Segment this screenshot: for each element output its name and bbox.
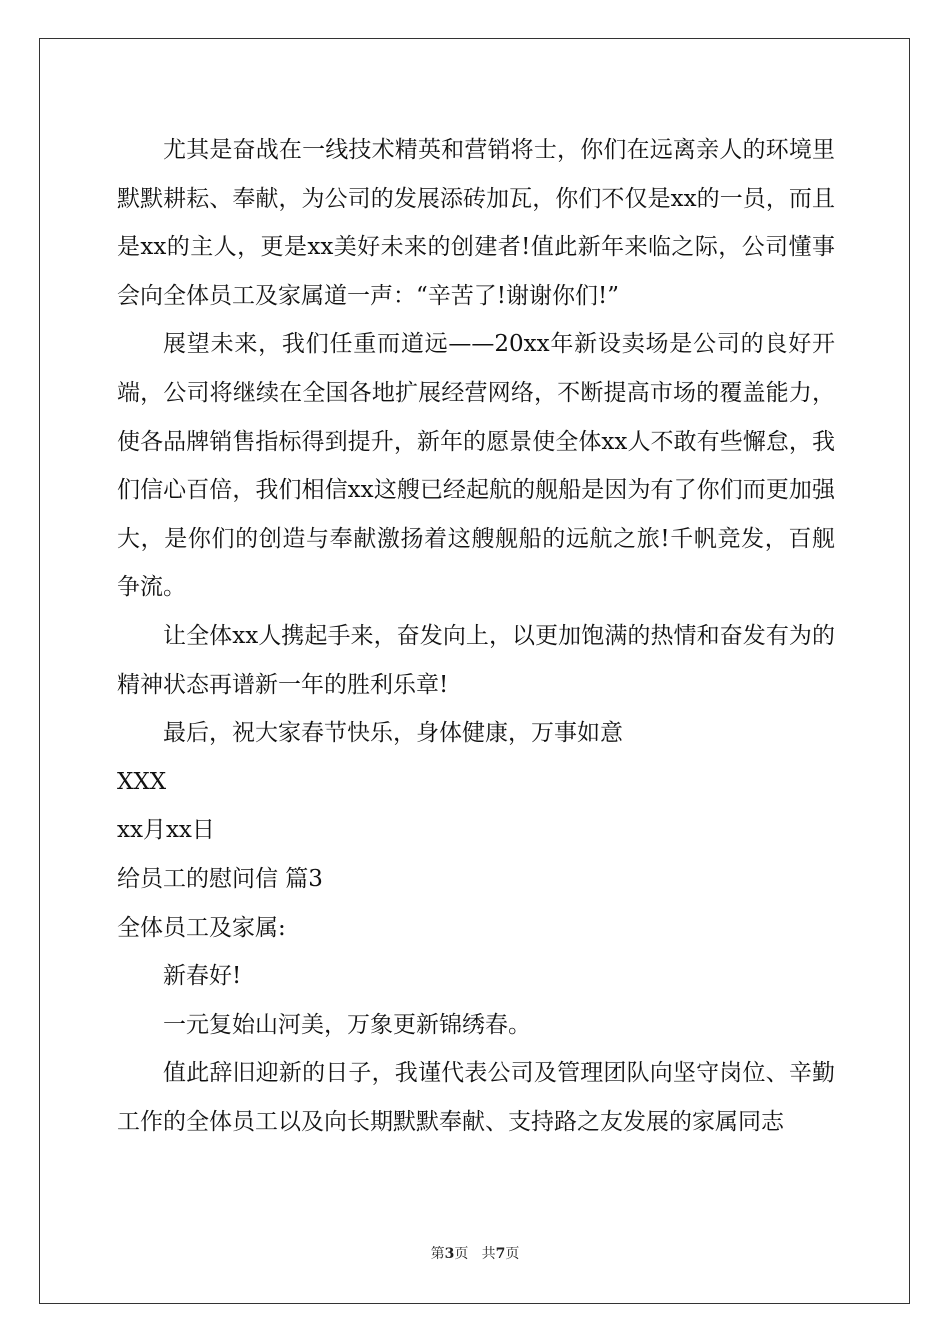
signature: XXX xyxy=(117,768,167,795)
greeting: 新春好! xyxy=(163,963,242,990)
salutation: 全体员工及家属: xyxy=(117,914,286,941)
total-pages: 7 xyxy=(495,1246,506,1262)
paragraph-thanks: 尤其是奋战在一线技术精英和营销将士，你们在远离亲人的环境里默默耕耘、奉献，为公司的发展添砖加瓦，你们不仅是xx的一员，而且是xx的主人，更是xx美好未来的创建者!值此新年来临之际，公司懂事会向全体员工及家属道一声：“辛苦了!谢谢你们!” xyxy=(117,137,835,309)
page-label-suffix: 页 xyxy=(454,1246,469,1262)
page-number: 3 xyxy=(444,1246,455,1262)
page-footer xyxy=(0,1244,950,1264)
date-line: xx月xx日 xyxy=(117,817,215,844)
letter-body xyxy=(117,126,835,1146)
section-title: 给员工的慰问信 篇3 xyxy=(117,865,323,892)
paragraph-outlook: 展望未来，我们任重而道远——20xx年新设卖场是公司的良好开端，公司将继续在全国各地扩展经营网络，不断提高市场的覆盖能力，使各品牌销售指标得到提升，新年的愿景使全体xx人不敢有些懈怠，我们信心百倍，我们相信xx这艘已经起航的舰船是因为有了你们而更加强大，是你们的创造与奉献激扬着这艘舰船的远航之旅!千帆竞发，百舰争流。 xyxy=(117,331,835,601)
paragraph-wishes: 最后，祝大家春节快乐，身体健康，万事如意 xyxy=(163,720,623,747)
couplet: 一元复始山河美，万象更新锦绣春。 xyxy=(163,1011,531,1038)
total-label-suffix: 页 xyxy=(505,1246,520,1262)
paragraph-opening: 值此辞旧迎新的日子，我谨代表公司及管理团队向坚守岗位、辛勤工作的全体员工以及向长期默默奉献、支持路之友发展的家属同志 xyxy=(117,1060,835,1135)
page-label-prefix: 第 xyxy=(430,1246,445,1262)
total-label-prefix: 共 xyxy=(481,1246,496,1262)
paragraph-call-to-action: 让全体xx人携起手来，奋发向上，以更加饱满的热情和奋发有为的精神状态再谱新一年的胜利乐章! xyxy=(117,622,835,698)
